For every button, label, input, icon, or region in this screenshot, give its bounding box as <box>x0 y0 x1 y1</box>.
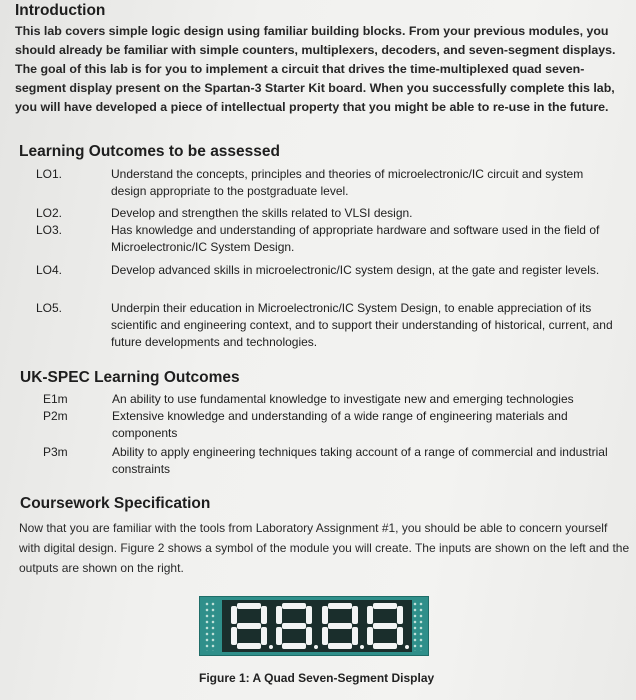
ukspec-text: Ability to apply engineering techniques taking account of a range of commercial and industrial constraints <box>112 445 608 476</box>
segment-e <box>367 627 373 645</box>
segment-d <box>328 643 352 649</box>
outcome-code: LO1. <box>36 167 63 181</box>
decimal-point <box>314 645 318 649</box>
ukspec-code: P3m <box>43 445 68 459</box>
introduction-heading: Introduction <box>15 2 106 19</box>
segment-c <box>306 627 312 645</box>
outcome-text: Develop advanced skills in microelectronic/IC system design, at the gate and register levels. <box>111 263 600 277</box>
pcb-pattern-left <box>204 601 216 651</box>
segment-d <box>373 643 397 649</box>
outcome-code: LO2. <box>36 206 63 220</box>
seven-segment-digit <box>230 603 268 649</box>
ukspec-text: An ability to use fundamental knowledge to investigate new and emerging technologies <box>112 392 574 406</box>
display-digits <box>222 600 412 652</box>
segment-g <box>373 623 397 629</box>
seven-segment-digit <box>275 603 313 649</box>
segment-g <box>282 623 306 629</box>
segment-f <box>231 606 237 624</box>
outcome-code: LO3. <box>36 223 63 237</box>
outcome-text: Has knowledge and understanding of appropriate hardware and software used in the field of Microelectronic/IC System Design. <box>111 223 600 254</box>
outcome-text: Develop and strengthen the skills related to VLSI design. <box>111 206 413 220</box>
segment-e <box>276 627 282 645</box>
segment-b <box>261 606 267 624</box>
segment-a <box>282 603 306 609</box>
segment-d <box>282 643 306 649</box>
segment-a <box>328 603 352 609</box>
segment-b <box>306 606 312 624</box>
outcome-text: Underpin their education in Microelectronic/IC System Design, to enable appreciation of its scientific and engineering context, and to support their understanding of historical, current, and future developments and technologies. <box>111 301 613 349</box>
ukspec-code: E1m <box>43 392 68 406</box>
decimal-point <box>269 645 273 649</box>
ukspec-code: P2m <box>43 409 68 423</box>
coursework-paragraph: Now that you are familiar with the tools from Laboratory Assignment #1, you should be able to concern yourself with digital design. Figure 2 shows a symbol of the module you will create. The inputs are shown on the left and the outputs are shown on the right. <box>19 521 630 575</box>
segment-c <box>261 627 267 645</box>
segment-g <box>328 623 352 629</box>
segment-f <box>322 606 328 624</box>
figure-caption: Figure 1: A Quad Seven-Segment Display <box>199 671 435 685</box>
segment-c <box>397 627 403 645</box>
decimal-point <box>405 645 409 649</box>
segment-a <box>373 603 397 609</box>
segment-e <box>231 627 237 645</box>
ukspec-heading: UK-SPEC Learning Outcomes <box>20 369 240 386</box>
learning-outcomes-heading: Learning Outcomes to be assessed <box>19 143 281 160</box>
segment-d <box>237 643 261 649</box>
segment-a <box>237 603 261 609</box>
segment-b <box>352 606 358 624</box>
segment-g <box>237 623 261 629</box>
segment-f <box>276 606 282 624</box>
introduction-paragraph: This lab covers simple logic design using familiar building blocks. From your previous modules, you should already be familiar with simple counters, multiplexers, decoders, and seven-segment displays. The goal of this lab is for you to implement a circuit that drives the time-multiplexed quad seven-segment display present on the Spartan-3 Starter Kit board. When you successfully complete this lab, you will have developed a piece of intellectual property that you might be able to re-use in the future. <box>15 24 616 114</box>
outcome-code: LO4. <box>36 263 63 277</box>
pcb-pattern-right <box>412 601 424 651</box>
segment-c <box>352 627 358 645</box>
decimal-point <box>360 645 364 649</box>
seven-segment-display-image <box>199 596 429 656</box>
outcome-text: Understand the concepts, principles and theories of microelectronic/IC circuit and system design appropriate to the postgraduate level. <box>111 167 584 198</box>
seven-segment-digit <box>321 603 359 649</box>
ukspec-text: Extensive knowledge and understanding of a wide range of engineering materials and components <box>112 409 568 440</box>
segment-b <box>397 606 403 624</box>
segment-f <box>367 606 373 624</box>
coursework-heading: Coursework Specification <box>20 495 211 512</box>
seven-segment-digit <box>366 603 404 649</box>
outcome-code: LO5. <box>36 301 63 315</box>
segment-e <box>322 627 328 645</box>
